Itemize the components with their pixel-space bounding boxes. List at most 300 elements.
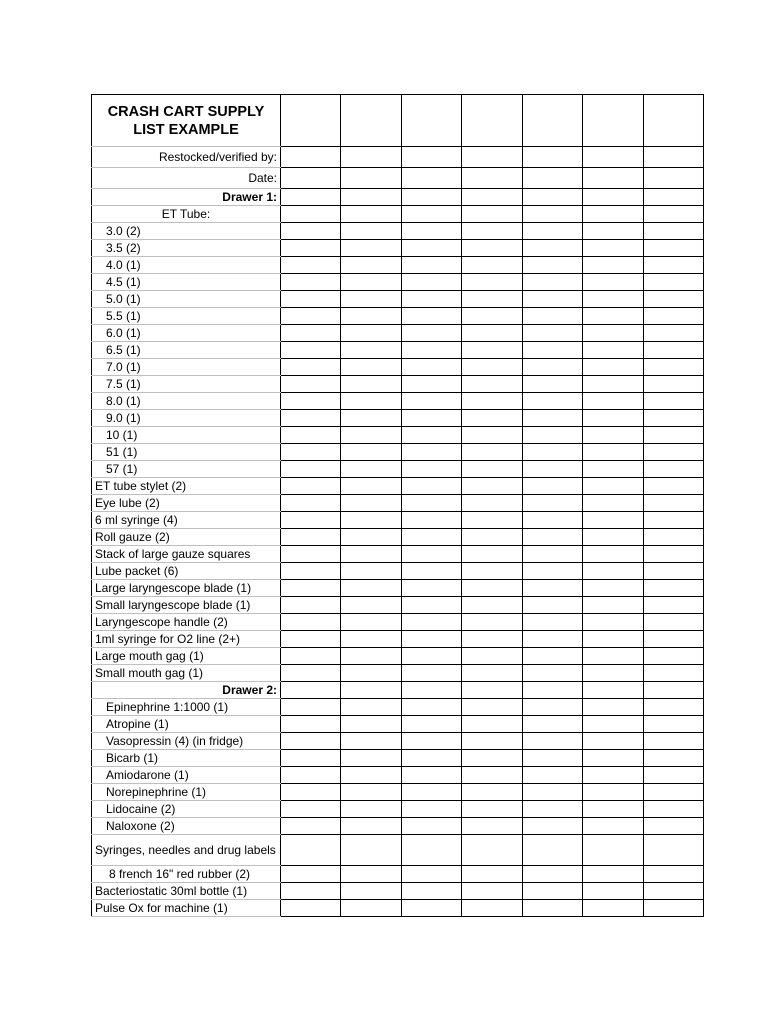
check-cell[interactable] — [583, 359, 644, 376]
check-cell[interactable] — [644, 444, 704, 461]
check-cell[interactable] — [523, 95, 583, 147]
check-cell[interactable] — [341, 223, 402, 240]
check-cell[interactable] — [341, 393, 402, 410]
check-cell[interactable] — [281, 427, 341, 444]
check-cell[interactable] — [402, 325, 462, 342]
check-cell[interactable] — [462, 665, 523, 682]
check-cell[interactable] — [281, 95, 341, 147]
check-cell[interactable] — [583, 274, 644, 291]
check-cell[interactable] — [644, 495, 704, 512]
check-cell[interactable] — [281, 495, 341, 512]
check-cell[interactable] — [281, 900, 341, 917]
check-cell[interactable] — [523, 478, 583, 495]
date-cell[interactable] — [523, 168, 583, 189]
check-cell[interactable] — [462, 546, 523, 563]
check-cell[interactable] — [341, 733, 402, 750]
check-cell[interactable] — [644, 393, 704, 410]
check-cell[interactable] — [523, 900, 583, 917]
check-cell[interactable] — [281, 866, 341, 883]
check-cell[interactable] — [402, 308, 462, 325]
check-cell[interactable] — [644, 580, 704, 597]
check-cell[interactable] — [523, 767, 583, 784]
check-cell[interactable] — [402, 478, 462, 495]
check-cell[interactable] — [341, 274, 402, 291]
check-cell[interactable] — [462, 682, 523, 699]
restocked-cell[interactable] — [523, 147, 583, 168]
check-cell[interactable] — [402, 784, 462, 801]
check-cell[interactable] — [281, 716, 341, 733]
check-cell[interactable] — [583, 580, 644, 597]
restocked-cell[interactable] — [583, 147, 644, 168]
check-cell[interactable] — [644, 614, 704, 631]
check-cell[interactable] — [644, 529, 704, 546]
check-cell[interactable] — [402, 699, 462, 716]
check-cell[interactable] — [402, 444, 462, 461]
check-cell[interactable] — [644, 648, 704, 665]
check-cell[interactable] — [341, 648, 402, 665]
check-cell[interactable] — [644, 257, 704, 274]
check-cell[interactable] — [644, 818, 704, 835]
check-cell[interactable] — [281, 359, 341, 376]
check-cell[interactable] — [644, 682, 704, 699]
check-cell[interactable] — [583, 342, 644, 359]
check-cell[interactable] — [402, 665, 462, 682]
check-cell[interactable] — [523, 750, 583, 767]
check-cell[interactable] — [644, 291, 704, 308]
check-cell[interactable] — [281, 223, 341, 240]
check-cell[interactable] — [583, 750, 644, 767]
check-cell[interactable] — [462, 801, 523, 818]
check-cell[interactable] — [583, 427, 644, 444]
check-cell[interactable] — [402, 631, 462, 648]
check-cell[interactable] — [281, 291, 341, 308]
check-cell[interactable] — [341, 512, 402, 529]
check-cell[interactable] — [462, 580, 523, 597]
check-cell[interactable] — [523, 393, 583, 410]
check-cell[interactable] — [523, 665, 583, 682]
check-cell[interactable] — [583, 900, 644, 917]
check-cell[interactable] — [281, 597, 341, 614]
check-cell[interactable] — [523, 883, 583, 900]
check-cell[interactable] — [583, 529, 644, 546]
check-cell[interactable] — [583, 835, 644, 866]
check-cell[interactable] — [583, 767, 644, 784]
check-cell[interactable] — [341, 240, 402, 257]
check-cell[interactable] — [583, 818, 644, 835]
check-cell[interactable] — [402, 223, 462, 240]
check-cell[interactable] — [523, 784, 583, 801]
check-cell[interactable] — [281, 648, 341, 665]
check-cell[interactable] — [523, 801, 583, 818]
check-cell[interactable] — [341, 699, 402, 716]
check-cell[interactable] — [523, 546, 583, 563]
check-cell[interactable] — [281, 546, 341, 563]
check-cell[interactable] — [462, 95, 523, 147]
check-cell[interactable] — [462, 189, 523, 206]
check-cell[interactable] — [402, 512, 462, 529]
check-cell[interactable] — [462, 512, 523, 529]
check-cell[interactable] — [523, 835, 583, 866]
check-cell[interactable] — [462, 206, 523, 223]
check-cell[interactable] — [523, 376, 583, 393]
check-cell[interactable] — [402, 563, 462, 580]
check-cell[interactable] — [341, 716, 402, 733]
check-cell[interactable] — [644, 342, 704, 359]
check-cell[interactable] — [462, 631, 523, 648]
check-cell[interactable] — [341, 410, 402, 427]
check-cell[interactable] — [644, 801, 704, 818]
check-cell[interactable] — [644, 784, 704, 801]
check-cell[interactable] — [402, 410, 462, 427]
check-cell[interactable] — [462, 427, 523, 444]
check-cell[interactable] — [341, 866, 402, 883]
check-cell[interactable] — [644, 240, 704, 257]
check-cell[interactable] — [523, 206, 583, 223]
check-cell[interactable] — [341, 444, 402, 461]
check-cell[interactable] — [462, 866, 523, 883]
check-cell[interactable] — [462, 308, 523, 325]
restocked-cell[interactable] — [644, 147, 704, 168]
check-cell[interactable] — [341, 308, 402, 325]
check-cell[interactable] — [281, 206, 341, 223]
check-cell[interactable] — [583, 546, 644, 563]
check-cell[interactable] — [341, 750, 402, 767]
check-cell[interactable] — [402, 189, 462, 206]
check-cell[interactable] — [523, 866, 583, 883]
check-cell[interactable] — [281, 665, 341, 682]
check-cell[interactable] — [341, 529, 402, 546]
check-cell[interactable] — [523, 359, 583, 376]
check-cell[interactable] — [281, 563, 341, 580]
check-cell[interactable] — [644, 716, 704, 733]
check-cell[interactable] — [583, 665, 644, 682]
check-cell[interactable] — [644, 274, 704, 291]
check-cell[interactable] — [281, 342, 341, 359]
check-cell[interactable] — [402, 461, 462, 478]
check-cell[interactable] — [462, 461, 523, 478]
check-cell[interactable] — [281, 682, 341, 699]
check-cell[interactable] — [644, 900, 704, 917]
check-cell[interactable] — [281, 461, 341, 478]
check-cell[interactable] — [583, 801, 644, 818]
check-cell[interactable] — [644, 866, 704, 883]
check-cell[interactable] — [583, 648, 644, 665]
check-cell[interactable] — [402, 427, 462, 444]
check-cell[interactable] — [644, 546, 704, 563]
check-cell[interactable] — [341, 883, 402, 900]
check-cell[interactable] — [402, 206, 462, 223]
check-cell[interactable] — [341, 597, 402, 614]
check-cell[interactable] — [462, 733, 523, 750]
check-cell[interactable] — [523, 631, 583, 648]
check-cell[interactable] — [281, 257, 341, 274]
check-cell[interactable] — [462, 767, 523, 784]
check-cell[interactable] — [523, 189, 583, 206]
check-cell[interactable] — [281, 699, 341, 716]
check-cell[interactable] — [462, 716, 523, 733]
check-cell[interactable] — [523, 342, 583, 359]
check-cell[interactable] — [281, 478, 341, 495]
check-cell[interactable] — [281, 189, 341, 206]
check-cell[interactable] — [644, 665, 704, 682]
check-cell[interactable] — [583, 866, 644, 883]
check-cell[interactable] — [523, 291, 583, 308]
check-cell[interactable] — [523, 597, 583, 614]
check-cell[interactable] — [462, 376, 523, 393]
check-cell[interactable] — [341, 563, 402, 580]
check-cell[interactable] — [281, 883, 341, 900]
check-cell[interactable] — [402, 342, 462, 359]
check-cell[interactable] — [341, 784, 402, 801]
check-cell[interactable] — [644, 733, 704, 750]
check-cell[interactable] — [341, 900, 402, 917]
check-cell[interactable] — [281, 325, 341, 342]
check-cell[interactable] — [402, 801, 462, 818]
check-cell[interactable] — [402, 866, 462, 883]
check-cell[interactable] — [583, 393, 644, 410]
check-cell[interactable] — [523, 682, 583, 699]
check-cell[interactable] — [523, 733, 583, 750]
check-cell[interactable] — [644, 206, 704, 223]
check-cell[interactable] — [462, 900, 523, 917]
check-cell[interactable] — [281, 274, 341, 291]
check-cell[interactable] — [644, 189, 704, 206]
check-cell[interactable] — [281, 444, 341, 461]
check-cell[interactable] — [644, 427, 704, 444]
check-cell[interactable] — [462, 410, 523, 427]
check-cell[interactable] — [402, 818, 462, 835]
check-cell[interactable] — [583, 325, 644, 342]
check-cell[interactable] — [644, 95, 704, 147]
check-cell[interactable] — [462, 784, 523, 801]
check-cell[interactable] — [644, 631, 704, 648]
check-cell[interactable] — [644, 750, 704, 767]
check-cell[interactable] — [462, 274, 523, 291]
check-cell[interactable] — [402, 835, 462, 866]
check-cell[interactable] — [644, 308, 704, 325]
check-cell[interactable] — [281, 614, 341, 631]
check-cell[interactable] — [523, 427, 583, 444]
check-cell[interactable] — [523, 512, 583, 529]
check-cell[interactable] — [644, 835, 704, 866]
check-cell[interactable] — [281, 410, 341, 427]
check-cell[interactable] — [644, 376, 704, 393]
check-cell[interactable] — [462, 835, 523, 866]
check-cell[interactable] — [583, 563, 644, 580]
date-cell[interactable] — [644, 168, 704, 189]
check-cell[interactable] — [281, 512, 341, 529]
check-cell[interactable] — [341, 835, 402, 866]
check-cell[interactable] — [523, 580, 583, 597]
check-cell[interactable] — [462, 818, 523, 835]
check-cell[interactable] — [583, 95, 644, 147]
check-cell[interactable] — [462, 393, 523, 410]
check-cell[interactable] — [341, 189, 402, 206]
check-cell[interactable] — [583, 376, 644, 393]
check-cell[interactable] — [462, 529, 523, 546]
check-cell[interactable] — [462, 444, 523, 461]
restocked-cell[interactable] — [281, 147, 341, 168]
check-cell[interactable] — [402, 682, 462, 699]
check-cell[interactable] — [644, 883, 704, 900]
check-cell[interactable] — [281, 631, 341, 648]
check-cell[interactable] — [523, 240, 583, 257]
check-cell[interactable] — [462, 325, 523, 342]
check-cell[interactable] — [523, 495, 583, 512]
check-cell[interactable] — [402, 376, 462, 393]
check-cell[interactable] — [402, 546, 462, 563]
check-cell[interactable] — [644, 699, 704, 716]
check-cell[interactable] — [341, 427, 402, 444]
check-cell[interactable] — [341, 257, 402, 274]
check-cell[interactable] — [341, 614, 402, 631]
check-cell[interactable] — [644, 563, 704, 580]
check-cell[interactable] — [462, 648, 523, 665]
check-cell[interactable] — [281, 750, 341, 767]
check-cell[interactable] — [402, 614, 462, 631]
check-cell[interactable] — [281, 529, 341, 546]
check-cell[interactable] — [583, 682, 644, 699]
check-cell[interactable] — [281, 733, 341, 750]
check-cell[interactable] — [281, 376, 341, 393]
check-cell[interactable] — [341, 95, 402, 147]
check-cell[interactable] — [523, 223, 583, 240]
check-cell[interactable] — [523, 648, 583, 665]
check-cell[interactable] — [523, 716, 583, 733]
check-cell[interactable] — [644, 325, 704, 342]
check-cell[interactable] — [523, 274, 583, 291]
check-cell[interactable] — [462, 257, 523, 274]
check-cell[interactable] — [341, 206, 402, 223]
check-cell[interactable] — [402, 597, 462, 614]
check-cell[interactable] — [583, 410, 644, 427]
check-cell[interactable] — [523, 410, 583, 427]
check-cell[interactable] — [462, 240, 523, 257]
check-cell[interactable] — [523, 614, 583, 631]
check-cell[interactable] — [281, 240, 341, 257]
check-cell[interactable] — [583, 512, 644, 529]
check-cell[interactable] — [281, 835, 341, 866]
check-cell[interactable] — [462, 750, 523, 767]
check-cell[interactable] — [462, 223, 523, 240]
check-cell[interactable] — [402, 393, 462, 410]
check-cell[interactable] — [523, 308, 583, 325]
check-cell[interactable] — [341, 546, 402, 563]
check-cell[interactable] — [644, 478, 704, 495]
check-cell[interactable] — [583, 444, 644, 461]
check-cell[interactable] — [583, 699, 644, 716]
check-cell[interactable] — [341, 665, 402, 682]
restocked-cell[interactable] — [341, 147, 402, 168]
check-cell[interactable] — [402, 359, 462, 376]
check-cell[interactable] — [281, 818, 341, 835]
check-cell[interactable] — [462, 699, 523, 716]
check-cell[interactable] — [281, 801, 341, 818]
check-cell[interactable] — [462, 563, 523, 580]
check-cell[interactable] — [583, 631, 644, 648]
check-cell[interactable] — [462, 614, 523, 631]
check-cell[interactable] — [523, 257, 583, 274]
date-cell[interactable] — [583, 168, 644, 189]
check-cell[interactable] — [341, 376, 402, 393]
check-cell[interactable] — [341, 478, 402, 495]
date-cell[interactable] — [281, 168, 341, 189]
check-cell[interactable] — [583, 308, 644, 325]
check-cell[interactable] — [583, 883, 644, 900]
check-cell[interactable] — [462, 359, 523, 376]
check-cell[interactable] — [462, 291, 523, 308]
check-cell[interactable] — [281, 393, 341, 410]
check-cell[interactable] — [523, 699, 583, 716]
check-cell[interactable] — [583, 733, 644, 750]
check-cell[interactable] — [523, 325, 583, 342]
check-cell[interactable] — [341, 495, 402, 512]
check-cell[interactable] — [462, 597, 523, 614]
check-cell[interactable] — [523, 461, 583, 478]
check-cell[interactable] — [583, 614, 644, 631]
check-cell[interactable] — [523, 529, 583, 546]
check-cell[interactable] — [402, 529, 462, 546]
check-cell[interactable] — [402, 580, 462, 597]
check-cell[interactable] — [583, 716, 644, 733]
check-cell[interactable] — [583, 495, 644, 512]
check-cell[interactable] — [583, 291, 644, 308]
check-cell[interactable] — [644, 597, 704, 614]
check-cell[interactable] — [462, 342, 523, 359]
check-cell[interactable] — [583, 206, 644, 223]
check-cell[interactable] — [644, 512, 704, 529]
check-cell[interactable] — [644, 767, 704, 784]
check-cell[interactable] — [462, 495, 523, 512]
check-cell[interactable] — [644, 359, 704, 376]
check-cell[interactable] — [402, 240, 462, 257]
check-cell[interactable] — [644, 410, 704, 427]
check-cell[interactable] — [402, 733, 462, 750]
check-cell[interactable] — [402, 95, 462, 147]
check-cell[interactable] — [341, 325, 402, 342]
check-cell[interactable] — [462, 478, 523, 495]
date-cell[interactable] — [341, 168, 402, 189]
check-cell[interactable] — [281, 580, 341, 597]
check-cell[interactable] — [402, 495, 462, 512]
check-cell[interactable] — [523, 818, 583, 835]
check-cell[interactable] — [402, 648, 462, 665]
check-cell[interactable] — [402, 750, 462, 767]
date-cell[interactable] — [462, 168, 523, 189]
check-cell[interactable] — [341, 631, 402, 648]
check-cell[interactable] — [281, 784, 341, 801]
date-cell[interactable] — [402, 168, 462, 189]
check-cell[interactable] — [402, 291, 462, 308]
check-cell[interactable] — [402, 716, 462, 733]
check-cell[interactable] — [583, 461, 644, 478]
check-cell[interactable] — [583, 240, 644, 257]
check-cell[interactable] — [583, 597, 644, 614]
check-cell[interactable] — [523, 563, 583, 580]
check-cell[interactable] — [341, 682, 402, 699]
check-cell[interactable] — [341, 291, 402, 308]
check-cell[interactable] — [583, 784, 644, 801]
check-cell[interactable] — [583, 257, 644, 274]
check-cell[interactable] — [402, 274, 462, 291]
check-cell[interactable] — [523, 444, 583, 461]
check-cell[interactable] — [583, 223, 644, 240]
check-cell[interactable] — [281, 308, 341, 325]
restocked-cell[interactable] — [462, 147, 523, 168]
check-cell[interactable] — [462, 883, 523, 900]
check-cell[interactable] — [341, 801, 402, 818]
check-cell[interactable] — [583, 189, 644, 206]
